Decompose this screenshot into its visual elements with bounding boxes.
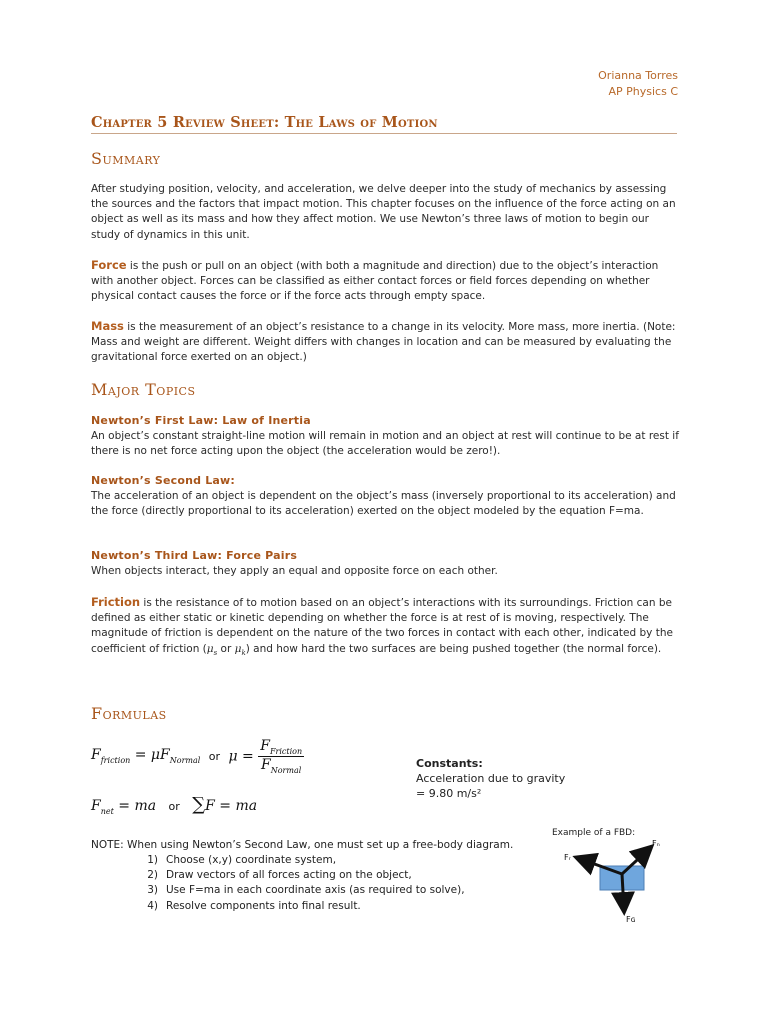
friction-definition-part1: is the resistance of to motion based on an object’s interactions with its surroundings. Friction can be defined as either static or kinetic depending on whether the force is at rest of is moving, respectively. The magnitude of friction is dependent on the nature of the two forces in contact with each other, indicated by the coefficient of friction ( <box>91 597 673 655</box>
list-item: 1) Choose (x,y) coordinate system, <box>147 854 337 866</box>
force-term: Force <box>91 258 127 272</box>
friction-fraction: $\frac{F_{Friction}}{F_{Normal}}$ <box>260 738 303 775</box>
author-block <box>598 68 678 100</box>
gravity-force-arrow <box>622 874 624 910</box>
force-definition: is the push or pull on an object (with both a magnitude and direction) due to the object’s interaction with another object. Forces can be classified as either contact forces or field forces depending on whether physical contact causes the force or if the force acts through empty space. <box>91 260 659 303</box>
summary-intro: After studying position, velocity, and acceleration, we delve deeper into the study of mechanics by assessing the sources and the factors that impact motion. This chapter focuses on the influence of the force acting on an object as well as its mass and how they affect motion. We use Newton’s three laws of motion to begin our study of dynamics in this unit. <box>91 183 676 241</box>
second-law-title: Newton’s Second Law: <box>91 474 236 487</box>
first-law-title: Newton’s First Law: Law of Inertia <box>91 414 311 427</box>
friction-term: Friction <box>91 595 141 609</box>
friction-or: or <box>217 642 235 655</box>
mass-paragraph <box>91 319 679 366</box>
summation-icon: ∑ <box>192 794 206 815</box>
free-body-diagram <box>548 826 678 926</box>
mu-kinetic-symbol: $\mu_k$ <box>234 642 246 657</box>
list-item: 4) Resolve components into final result. <box>147 899 361 912</box>
mass-definition: is the measurement of an object’s resistance to a change in its velocity. More mass, more inertia. (Note: Mass and weight are different. Weight differs with changes in location and can be measured by evaluating the gravitational force exerted on an object.) <box>91 321 676 364</box>
page-title: Chapter 5 Review Sheet: The Laws of Motion <box>91 114 438 131</box>
friction-paragraph <box>91 595 679 661</box>
list-item: 3) Use F=ma in each coordinate axis (as required to solve), <box>147 884 465 897</box>
friction-formula: $F_{friction} = \mu F_{Normal}$ or μ = $\frac{F_{Friction}}{F_{Normal}}$ <box>91 738 303 775</box>
net-force-formula: $F_{net}$ = ma or ∑F = ma <box>91 794 258 816</box>
fbd-caption: Example of a FBD: <box>552 828 636 838</box>
list-item: 2) Draw vectors of all forces acting on the object, <box>147 869 412 882</box>
course-name: AP Physics C <box>608 85 678 98</box>
author-name: Orianna Torres <box>598 69 678 82</box>
fbd-label-normal: Fₙ <box>652 839 660 848</box>
constants-heading: Constants: <box>416 757 483 770</box>
first-law-text: An object’s constant straight-line motion will remain in motion and an object at rest will continue to be at rest if there is no net force acting upon the object (the acceleration would be zero!). <box>91 430 679 458</box>
third-law-title: Newton’s Third Law: Force Pairs <box>91 549 298 562</box>
constants-gravity-label: Acceleration due to gravity <box>416 772 566 785</box>
second-law-text: The acceleration of an object is dependent on the object’s mass (inversely proportional to its acceleration) and the force (directly proportional to its acceleration) exerted on the object modeled by the equation F=ma. <box>91 490 676 518</box>
fbd-note: NOTE: When using Newton’s Second Law, one must set up a free-body diagram. <box>91 839 514 851</box>
mu-static-symbol: $\mu_s$ <box>206 642 218 657</box>
summary-heading: Summary <box>91 149 161 168</box>
constants-box <box>416 756 565 801</box>
formulas-heading: Formulas <box>91 704 167 723</box>
title-divider <box>91 133 677 134</box>
fbd-label-gravity: Fɢ <box>626 915 636 924</box>
fbd-label-friction: Fᵣ <box>564 853 571 862</box>
force-paragraph <box>91 258 679 305</box>
third-law-text: When objects interact, they apply an equal and opposite force on each other. <box>91 565 498 577</box>
fbd-steps <box>136 853 465 914</box>
friction-definition-part2: ) and how hard the two surfaces are being pushed together (the normal force). <box>245 642 662 655</box>
constants-gravity-value: = 9.80 m/s² <box>416 787 482 800</box>
mass-term: Mass <box>91 319 124 333</box>
fbd-drawing <box>548 826 678 926</box>
major-topics-heading: Major Topics <box>91 380 196 399</box>
